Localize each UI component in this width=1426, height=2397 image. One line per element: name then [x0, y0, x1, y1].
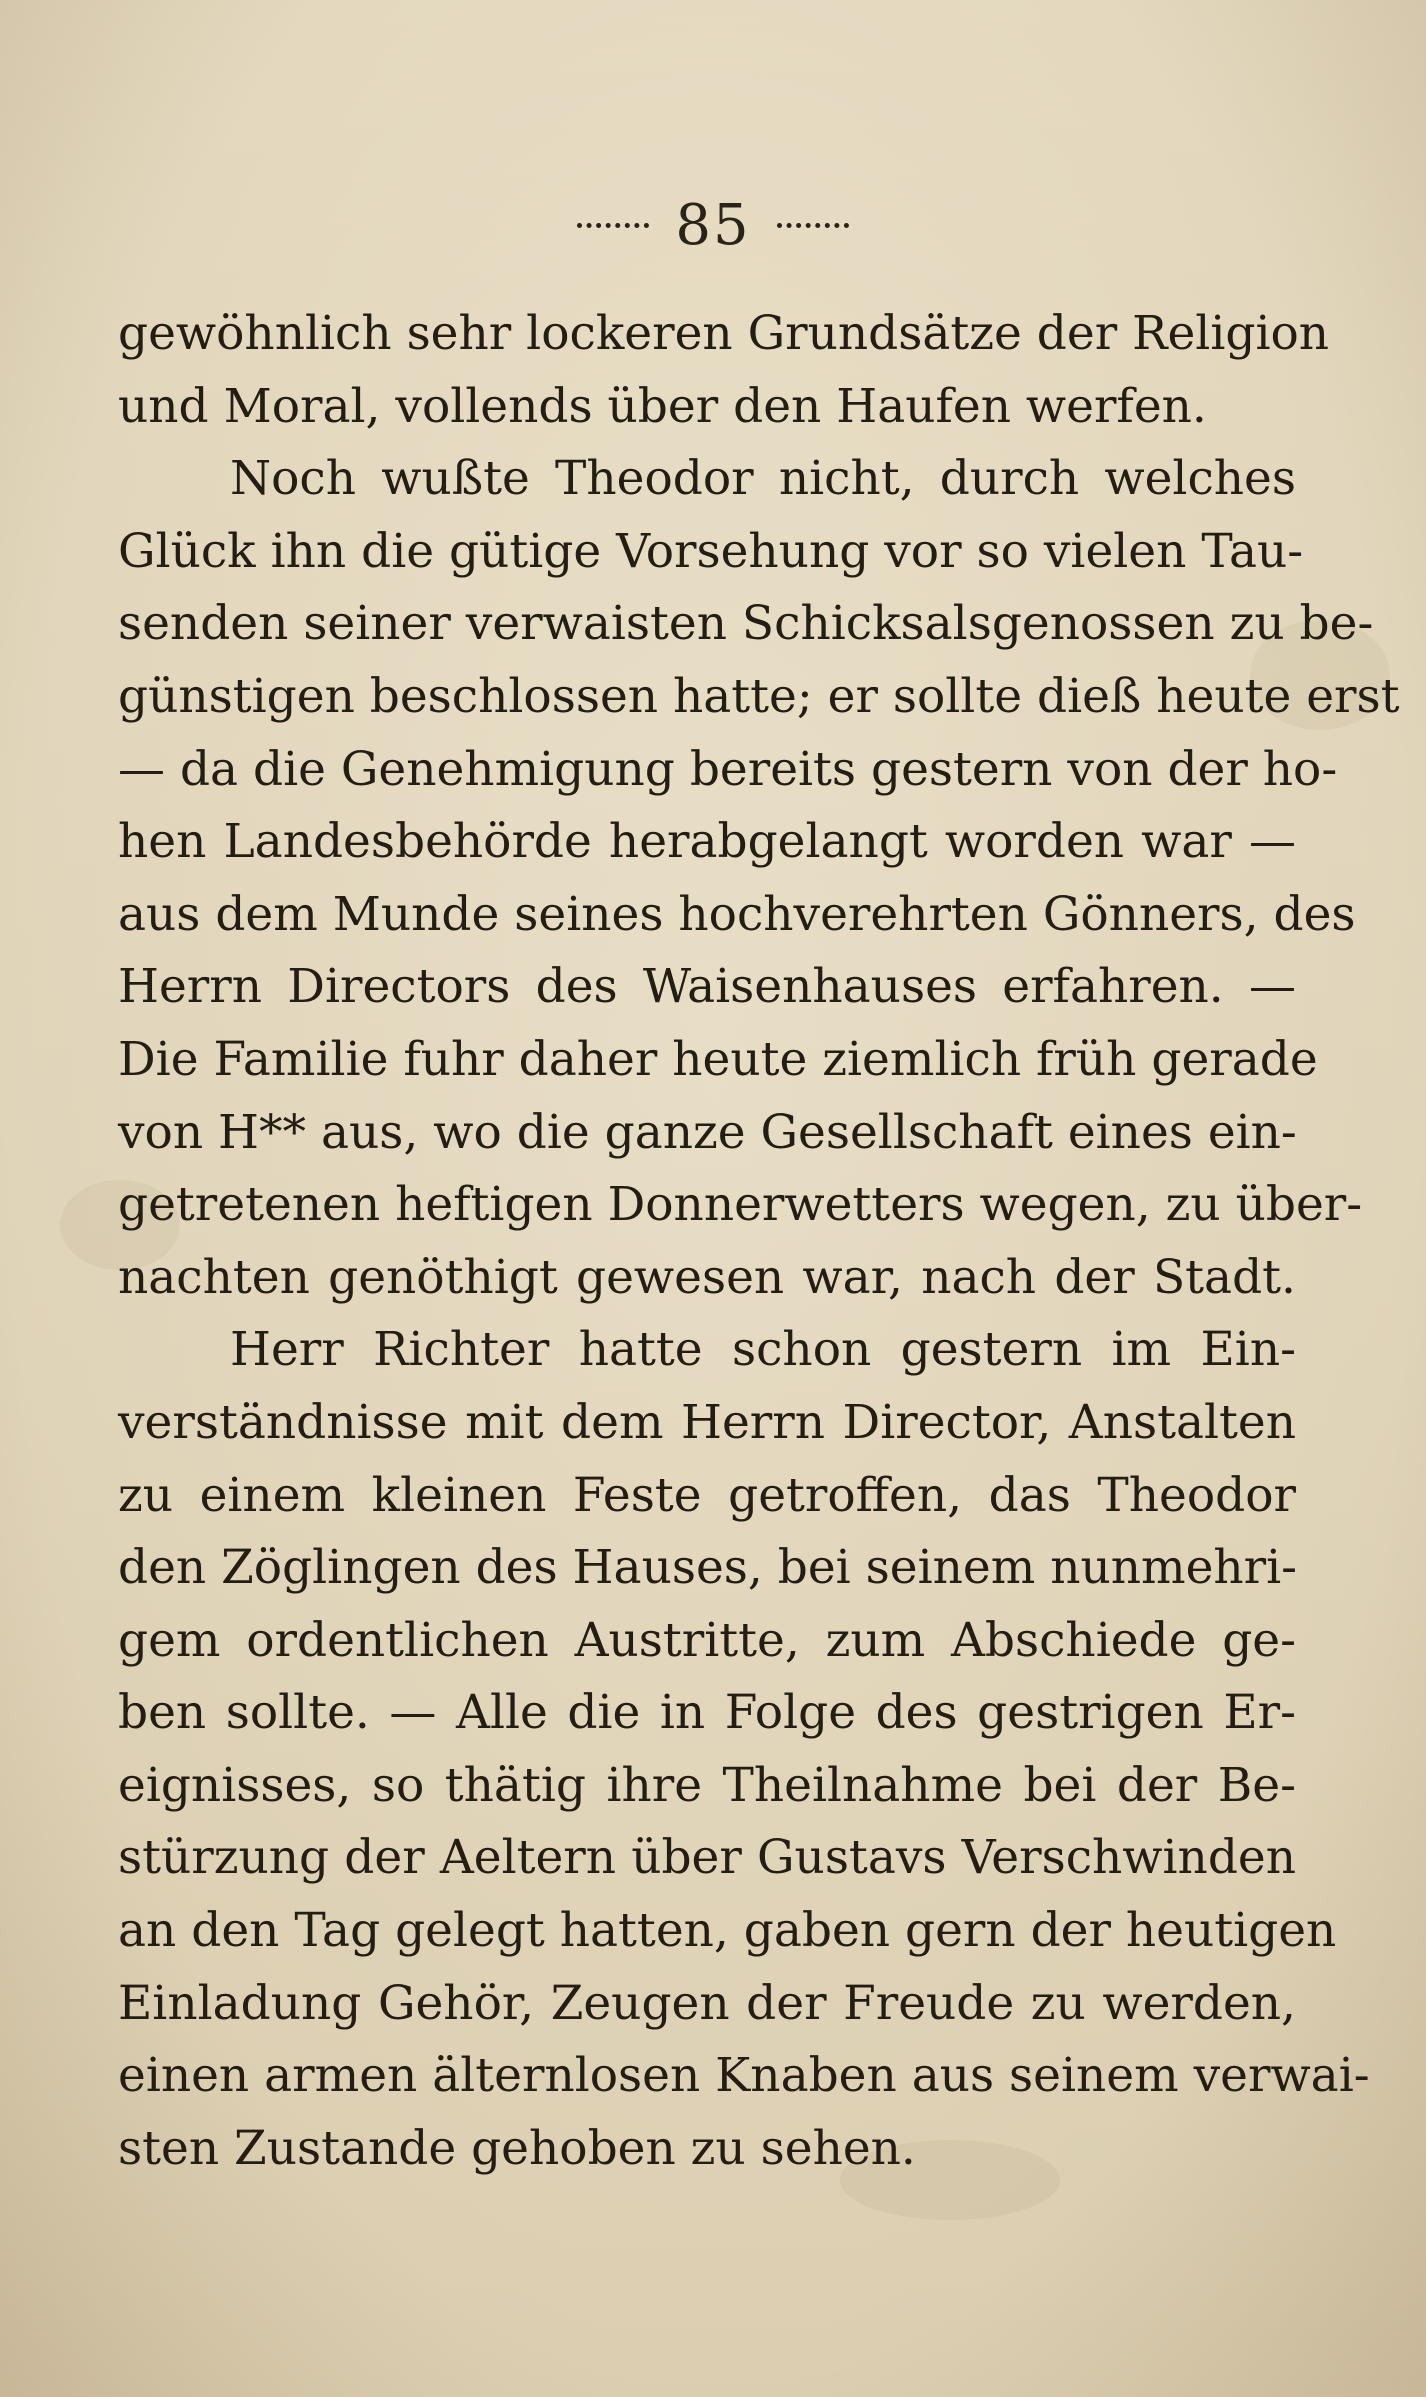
text-line: verständnisse mit dem Herrn Director, Anstalten	[118, 1394, 1296, 1450]
text-line: eignisses, so thätig ihre Theilnahme bei der Be-	[118, 1757, 1296, 1813]
text-line: ben sollte. — Alle die in Folge des gestrigen Er-	[118, 1685, 1296, 1741]
text-line: günstigen beschlossen hatte; er sollte dieß heute erst	[118, 668, 1400, 724]
text-line: Herrn Directors des Waisenhauses erfahren. —	[118, 959, 1296, 1015]
page-header	[0, 190, 1426, 260]
text-line: Einladung Gehör, Zeugen der Freude zu werden,	[118, 1975, 1296, 2031]
text-line: sten Zustande gehoben zu sehen.	[118, 2120, 916, 2176]
text-line: Die Familie fuhr daher heute ziemlich früh gerade	[118, 1031, 1318, 1087]
page-number: 85	[675, 192, 751, 258]
header-ornament-right	[777, 223, 849, 228]
text-line: gewöhnlich sehr lockeren Grundsätze der Religion	[118, 306, 1330, 361]
text-line: einen armen älternlosen Knaben aus seinem verwai-	[118, 2048, 1370, 2104]
text-line: senden seiner verwaisten Schicksalsgenossen zu be-	[118, 596, 1374, 652]
text-line: an den Tag gelegt hatten, gaben gern der heutigen	[118, 1903, 1337, 1959]
text-line: nachten genöthigt gewesen war, nach der Stadt.	[118, 1249, 1296, 1305]
text-line: Glück ihn die gütige Vorsehung vor so vielen Tau-	[118, 523, 1304, 579]
text-line: Noch wußte Theodor nicht, durch welches	[230, 451, 1296, 507]
text-line: von H** aus, wo die ganze Gesellschaft eines ein-	[118, 1104, 1297, 1160]
text-line: getretenen heftigen Donnerwetters wegen, zu über-	[118, 1177, 1363, 1233]
text-line: Herr Richter hatte schon gestern im Ein-	[230, 1322, 1296, 1378]
text-line: zu einem kleinen Feste getroffen, das Theodor	[118, 1467, 1296, 1523]
text-line: stürzung der Aeltern über Gustavs Verschwinden	[118, 1830, 1296, 1886]
text-line: hen Landesbehörde herabgelangt worden war —	[118, 814, 1296, 870]
body-text	[118, 298, 1400, 2185]
text-line: gem ordentlichen Austritte, zum Abschiede ge-	[118, 1612, 1296, 1668]
text-line: aus dem Munde seines hochverehrten Gönners, des	[118, 886, 1356, 942]
header-ornament-left	[577, 223, 649, 228]
text-line: und Moral, vollends über den Haufen werfen.	[118, 378, 1207, 434]
text-line: — da die Genehmigung bereits gestern von der ho-	[118, 741, 1338, 797]
text-line: den Zöglingen des Hauses, bei seinem nunmehri-	[118, 1540, 1298, 1596]
